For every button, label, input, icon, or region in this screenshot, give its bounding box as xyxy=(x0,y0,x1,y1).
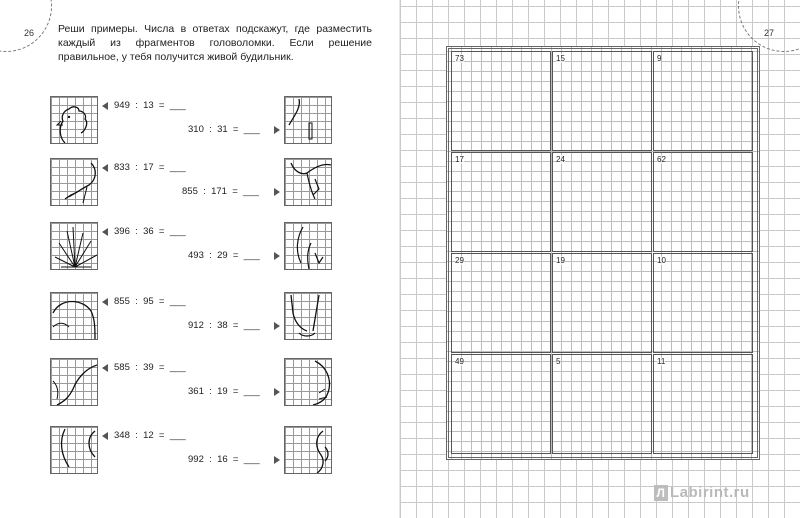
pointer-right-icon xyxy=(274,126,280,134)
pointer-left-icon xyxy=(102,164,108,172)
pointer-left-icon xyxy=(102,432,108,440)
equation-bottom: 361 : 19 = ___ xyxy=(188,386,260,397)
answer-blank[interactable]: ___ xyxy=(169,100,186,111)
grid-cell[interactable]: 5 xyxy=(552,354,652,454)
pointer-left-icon xyxy=(102,364,108,372)
equation-top: 348 : 12 = ___ xyxy=(114,430,186,441)
pointer-right-icon xyxy=(274,388,280,396)
equation-top: 833 : 17 = ___ xyxy=(114,162,186,173)
answer-blank[interactable]: ___ xyxy=(169,362,186,373)
equation-bottom: 310 : 31 = ___ xyxy=(188,124,260,135)
puzzle-fragment-tile xyxy=(284,426,332,474)
puzzle-fragment-tile xyxy=(50,292,98,340)
instruction-text: Реши примеры. Числа в ответах подскажут, где разместить каждый из фрагментов головоломки. Если решение правильное, у тебя получится живой будильник. xyxy=(58,23,372,63)
answer-blank[interactable]: ___ xyxy=(243,124,260,135)
pointer-left-icon xyxy=(102,298,108,306)
puzzle-fragment-tile xyxy=(284,292,332,340)
answer-blank[interactable]: ___ xyxy=(169,296,186,307)
watermark: Л Labirint.ru xyxy=(654,484,750,501)
divisor: 13 xyxy=(143,100,154,111)
answer-blank[interactable]: ___ xyxy=(243,186,259,197)
equation-top: 396 : 36 = ___ xyxy=(114,226,186,237)
grid-cell[interactable]: 11 xyxy=(653,354,753,454)
answer-blank[interactable]: ___ xyxy=(169,162,186,173)
equation-top: 585 : 39 = ___ xyxy=(114,362,186,373)
grid-cell[interactable]: 19 xyxy=(552,253,652,353)
equation-top: 855 : 95 = ___ xyxy=(114,296,186,307)
corner-decoration-right xyxy=(738,0,800,52)
corner-decoration-left xyxy=(0,0,52,52)
puzzle-fragment-tile xyxy=(50,426,98,474)
problem-row-1 xyxy=(0,92,400,152)
puzzle-fragment-tile xyxy=(50,222,98,270)
equation-bottom: 855 : 171 = ___ xyxy=(182,186,259,197)
equation-bottom: 992 : 16 = ___ xyxy=(188,454,260,465)
equation-top: 949 : 13 = ___ xyxy=(114,100,186,111)
dividend: 310 xyxy=(188,124,204,135)
puzzle-fragment-tile xyxy=(50,158,98,206)
pointer-right-icon xyxy=(274,456,280,464)
page-number-right: 27 xyxy=(764,28,775,38)
puzzle-fragment-tile xyxy=(284,222,332,270)
grid-cell[interactable]: 10 xyxy=(653,253,753,353)
problem-row-4 xyxy=(0,288,400,348)
grid-cell[interactable]: 17 xyxy=(451,152,551,252)
grid-cell[interactable]: 62 xyxy=(653,152,753,252)
divisor: 31 xyxy=(217,124,228,135)
pointer-right-icon xyxy=(274,252,280,260)
puzzle-fragment-tile xyxy=(284,358,332,406)
answer-blank[interactable]: ___ xyxy=(169,430,186,441)
grid-cell[interactable]: 24 xyxy=(552,152,652,252)
labirint-logo-icon: Л xyxy=(654,485,668,501)
grid-cell[interactable]: 73 xyxy=(451,51,551,151)
equation-bottom: 493 : 29 = ___ xyxy=(188,250,260,261)
puzzle-fragment-tile xyxy=(50,96,98,144)
answer-blank[interactable]: ___ xyxy=(243,454,260,465)
pointer-right-icon xyxy=(274,322,280,330)
dividend: 949 xyxy=(114,100,130,111)
answer-blank[interactable]: ___ xyxy=(243,250,260,261)
answer-grid-frame xyxy=(446,46,760,460)
problem-row-2 xyxy=(0,154,400,214)
pointer-left-icon xyxy=(102,102,108,110)
grid-cell[interactable]: 49 xyxy=(451,354,551,454)
puzzle-fragment-tile xyxy=(284,96,332,144)
problem-row-3 xyxy=(0,218,400,278)
grid-cell[interactable]: 29 xyxy=(451,253,551,353)
answer-blank[interactable]: ___ xyxy=(243,386,260,397)
answer-blank[interactable]: ___ xyxy=(243,320,260,331)
grid-cell[interactable]: 15 xyxy=(552,51,652,151)
equation-bottom: 912 : 38 = ___ xyxy=(188,320,260,331)
grid-cell[interactable]: 9 xyxy=(653,51,753,151)
answer-blank[interactable]: ___ xyxy=(169,226,186,237)
page-number-left: 26 xyxy=(24,28,35,38)
puzzle-fragment-tile xyxy=(284,158,332,206)
pointer-left-icon xyxy=(102,228,108,236)
problem-row-6 xyxy=(0,422,400,482)
puzzle-fragment-tile xyxy=(50,358,98,406)
problem-row-5 xyxy=(0,354,400,414)
pointer-right-icon xyxy=(274,188,280,196)
